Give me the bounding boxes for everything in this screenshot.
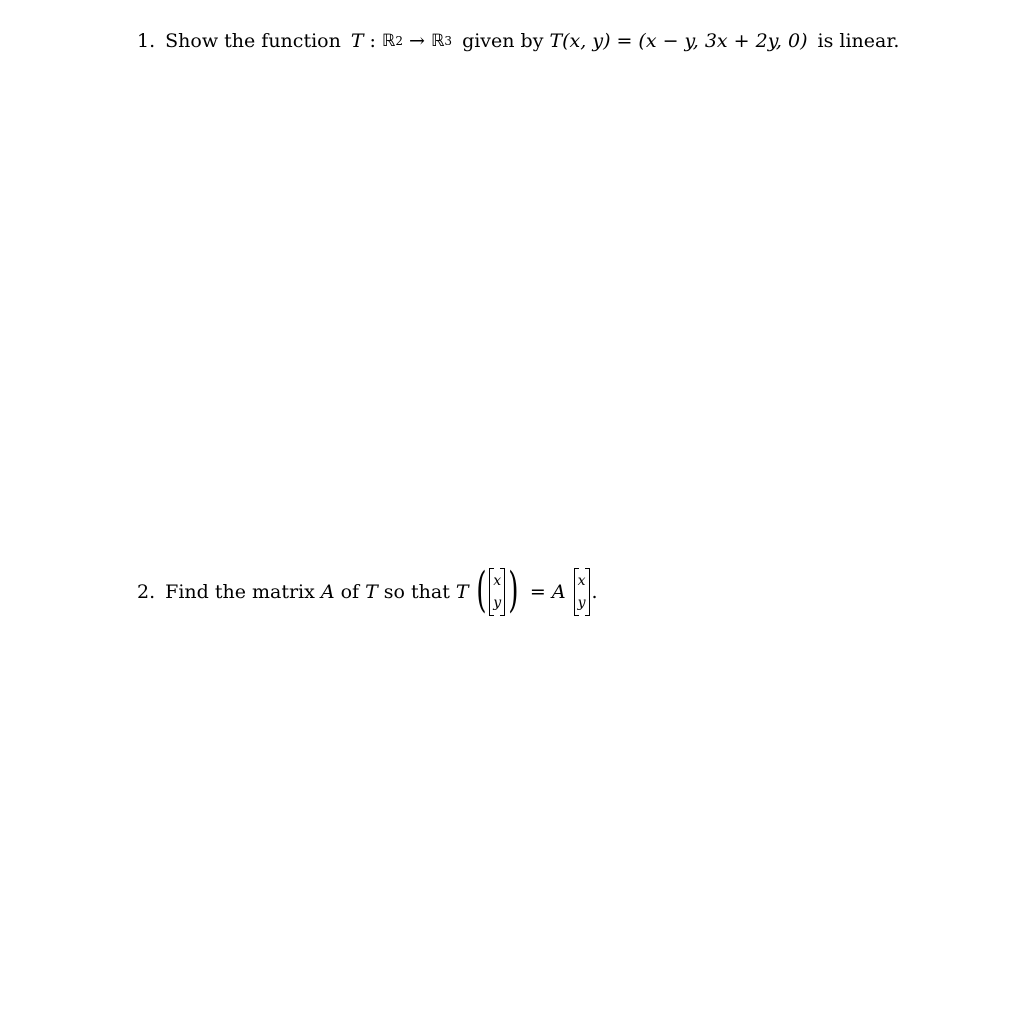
given-by-text: given by (462, 30, 544, 52)
function-lhs: T(x, y) (549, 30, 611, 52)
period: . (591, 580, 598, 603)
function-rhs: (x − y, 3x + 2y, 0) (638, 30, 808, 52)
problem-text: Show the function (165, 30, 341, 52)
right-paren: ) (508, 562, 519, 618)
problem-2 (137, 562, 598, 618)
problem-number: 1. (137, 30, 156, 52)
equals-sign: = (529, 580, 546, 603)
problem-1: 1. Show the function T : ℝ 2 → ℝ 3 given by T(x, y) = (x − y, 3x + 2y, 0) is linear. (137, 30, 900, 52)
rhs-vector-entry-y: y (577, 595, 586, 611)
rhs-matrix-symbol: A (551, 580, 566, 603)
problem-number: 2. (137, 580, 156, 603)
colon: : (369, 30, 376, 52)
codomain-set: ℝ (430, 31, 445, 52)
rhs-column-vector (574, 568, 590, 616)
rhs-vector-entry-x: x (577, 573, 586, 589)
closing-text: is linear. (817, 30, 900, 52)
lhs-vector-entry-x: x (493, 573, 502, 589)
arrow: → (409, 30, 425, 52)
so-that-text: so that (383, 580, 450, 603)
problem-text: Find the matrix (165, 580, 315, 603)
lhs-function-symbol: T (455, 580, 469, 603)
function-symbol: T (365, 580, 378, 603)
lhs-vector-entry-y: y (493, 595, 502, 611)
function-symbol: T (350, 30, 364, 52)
of-text: of (340, 580, 360, 603)
equals-sign: = (616, 30, 633, 52)
domain-set: ℝ (381, 31, 396, 52)
matrix-symbol: A (320, 580, 335, 603)
left-paren: ( (475, 562, 487, 618)
lhs-column-vector (489, 568, 505, 616)
